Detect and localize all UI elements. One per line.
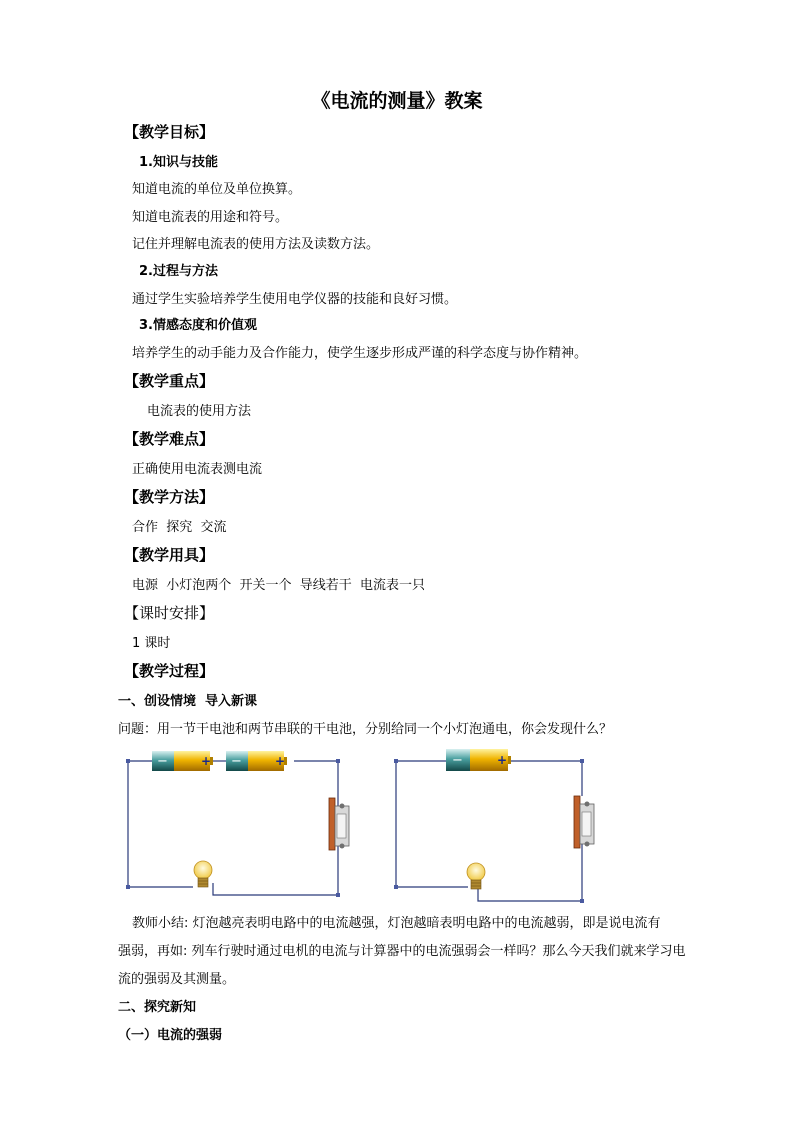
paragraph: 强弱，再如: 列车行驶时通过电机的电流与计算器中的电流强弱会一样吗？那么今天我们就来学习电 <box>118 944 686 959</box>
paragraph: 流的强弱及其测量。 <box>118 972 236 987</box>
svg-text:+: + <box>275 754 286 768</box>
page-title: 《电流的测量》教案 <box>311 90 483 112</box>
paragraph: 问题：用一节干电池和两节串联的干电池，分别给同一个小灯泡通电，你会发现什么？ <box>118 722 613 737</box>
battery-icon <box>226 751 287 771</box>
light-bulb-icon <box>467 863 485 889</box>
battery-icon <box>446 749 511 771</box>
heading-key-point: 【教学重点】 <box>124 372 215 390</box>
heading-process: 【教学过程】 <box>124 662 215 680</box>
paragraph: 正确使用电流表测电流 <box>132 462 263 477</box>
heading-objectives: 【教学目标】 <box>124 123 215 141</box>
svg-text:+: + <box>497 753 508 767</box>
heading-tools: 【教学用具】 <box>124 546 215 564</box>
paragraph: 合作 探究 交流 <box>132 520 227 535</box>
paragraph: 知道电流表的用途和符号。 <box>132 210 289 225</box>
subsection-heading: （一）电流的强弱 <box>118 1028 223 1043</box>
paragraph: 培养学生的动手能力及合作能力，使学生逐步形成严谨的科学态度与协作精神。 <box>132 346 588 361</box>
heading-method: 【教学方法】 <box>124 488 215 506</box>
paragraph: 1 课时 <box>132 636 171 651</box>
circuit-diagram-one-battery <box>386 744 600 904</box>
subheading-process: 2.过程与方法 <box>139 264 218 279</box>
paragraph: 知道电流的单位及单位换算。 <box>132 182 302 197</box>
paragraph: 通过学生实验培养学生使用电学仪器的技能和良好习惯。 <box>132 292 458 307</box>
paragraph: 教师小结: 灯泡越亮表明电路中的电流越强，灯泡越暗表明电路中的电流越弱，即是说电流有 <box>132 916 661 931</box>
paragraph: 电源 小灯泡两个 开关一个 导线若干 电流表一只 <box>132 578 426 593</box>
part-heading: 二、探究新知 <box>118 1000 197 1015</box>
heading-difficulty: 【教学难点】 <box>124 430 215 448</box>
subheading-knowledge: 1.知识与技能 <box>139 155 218 170</box>
svg-text:−: − <box>452 753 463 768</box>
switch-icon <box>574 796 594 848</box>
paragraph: 电流表的使用方法 <box>147 404 252 419</box>
light-bulb-icon <box>194 861 212 887</box>
subheading-attitude: 3.情感态度和价值观 <box>139 318 257 333</box>
battery-icon <box>152 751 213 771</box>
switch-icon <box>329 798 349 850</box>
part-heading: 一、创设情境 导入新课 <box>118 694 258 709</box>
svg-text:−: − <box>157 754 168 769</box>
heading-schedule: 【课时安排】 <box>124 604 215 622</box>
svg-text:+: + <box>201 754 212 768</box>
svg-text:−: − <box>231 754 242 769</box>
paragraph: 记住并理解电流表的使用方法及读数方法。 <box>132 237 380 252</box>
circuit-diagram-two-batteries <box>118 744 350 904</box>
